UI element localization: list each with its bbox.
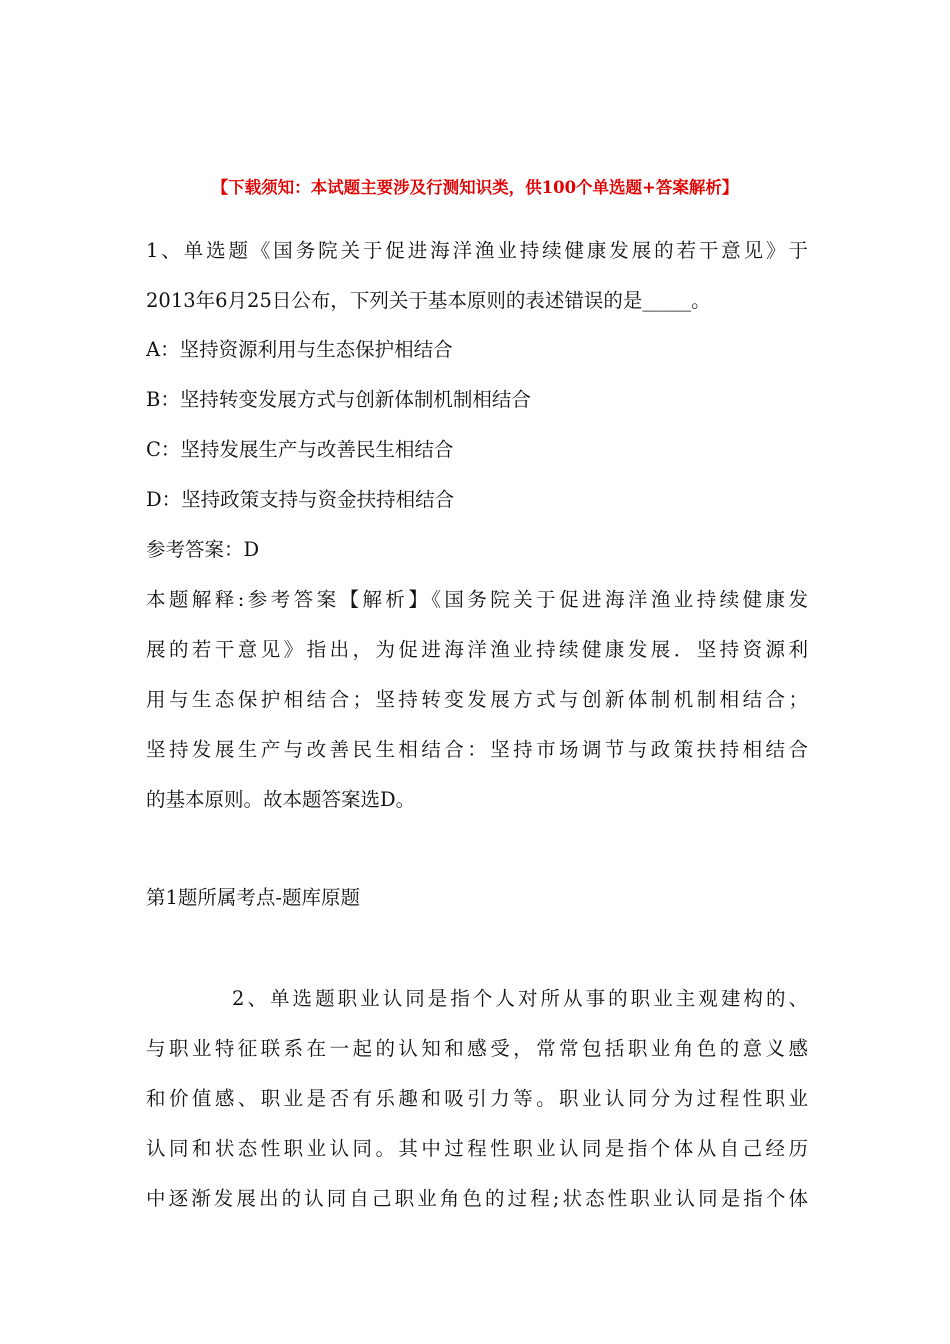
question-1-stem [146, 226, 808, 326]
question-1-topic: 第1题所属考点-题库原题 [146, 886, 360, 909]
question-2-stem-line: 中逐渐发展出的认同自己职业角色的过程;状态性职业认同是指个体 [146, 1187, 808, 1210]
question-1-explanation [146, 575, 808, 825]
explanation-line: 本题解释:参考答案【解析】《国务院关于促进海洋渔业持续健康发 [146, 588, 808, 611]
question-1-option-c: C：坚持发展生产与改善民生相结合 [146, 438, 454, 461]
explanation-line: 的基本原则。故本题答案选D。 [146, 788, 416, 811]
question-1-stem-line: 2013年6月25日公布，下列关于基本原则的表述错误的是_____。 [146, 289, 711, 312]
question-1-stem-line: 1、单选题《国务院关于促进海洋渔业持续健康发展的若干意见》于 [146, 239, 808, 262]
download-notice: 【下载须知：本试题主要涉及行测知识类，供100个单选题+答案解析】 [211, 178, 739, 197]
question-2-stem-line: 与职业特征联系在一起的认知和感受，常常包括职业角色的意义感 [146, 1037, 808, 1060]
question-1-option-a: A：坚持资源利用与生态保护相结合 [146, 338, 453, 361]
question-2-stem-line: 和价值感、职业是否有乐趣和吸引力等。职业认同分为过程性职业 [146, 1087, 808, 1110]
explanation-line: 坚持发展生产与改善民生相结合：坚持市场调节与政策扶持相结合 [146, 738, 808, 761]
question-2-stem-line: 认同和状态性职业认同。其中过程性职业认同是指个体从自己经历 [146, 1137, 808, 1160]
question-1-option-d: D：坚持政策支持与资金扶持相结合 [146, 488, 455, 511]
question-1-answer: 参考答案：D [146, 538, 260, 561]
question-2-stem-line: 2、单选题职业认同是指个人对所从事的职业主观建构的、 [232, 987, 808, 1010]
explanation-line: 展的若干意见》指出，为促进海洋渔业持续健康发展．坚持资源利 [146, 638, 808, 661]
question-2-stem [146, 974, 808, 1224]
question-1-option-b: B：坚持转变发展方式与创新体制机制相结合 [146, 388, 531, 411]
explanation-line: 用与生态保护相结合；坚持转变发展方式与创新体制机制相结合； [146, 688, 808, 711]
